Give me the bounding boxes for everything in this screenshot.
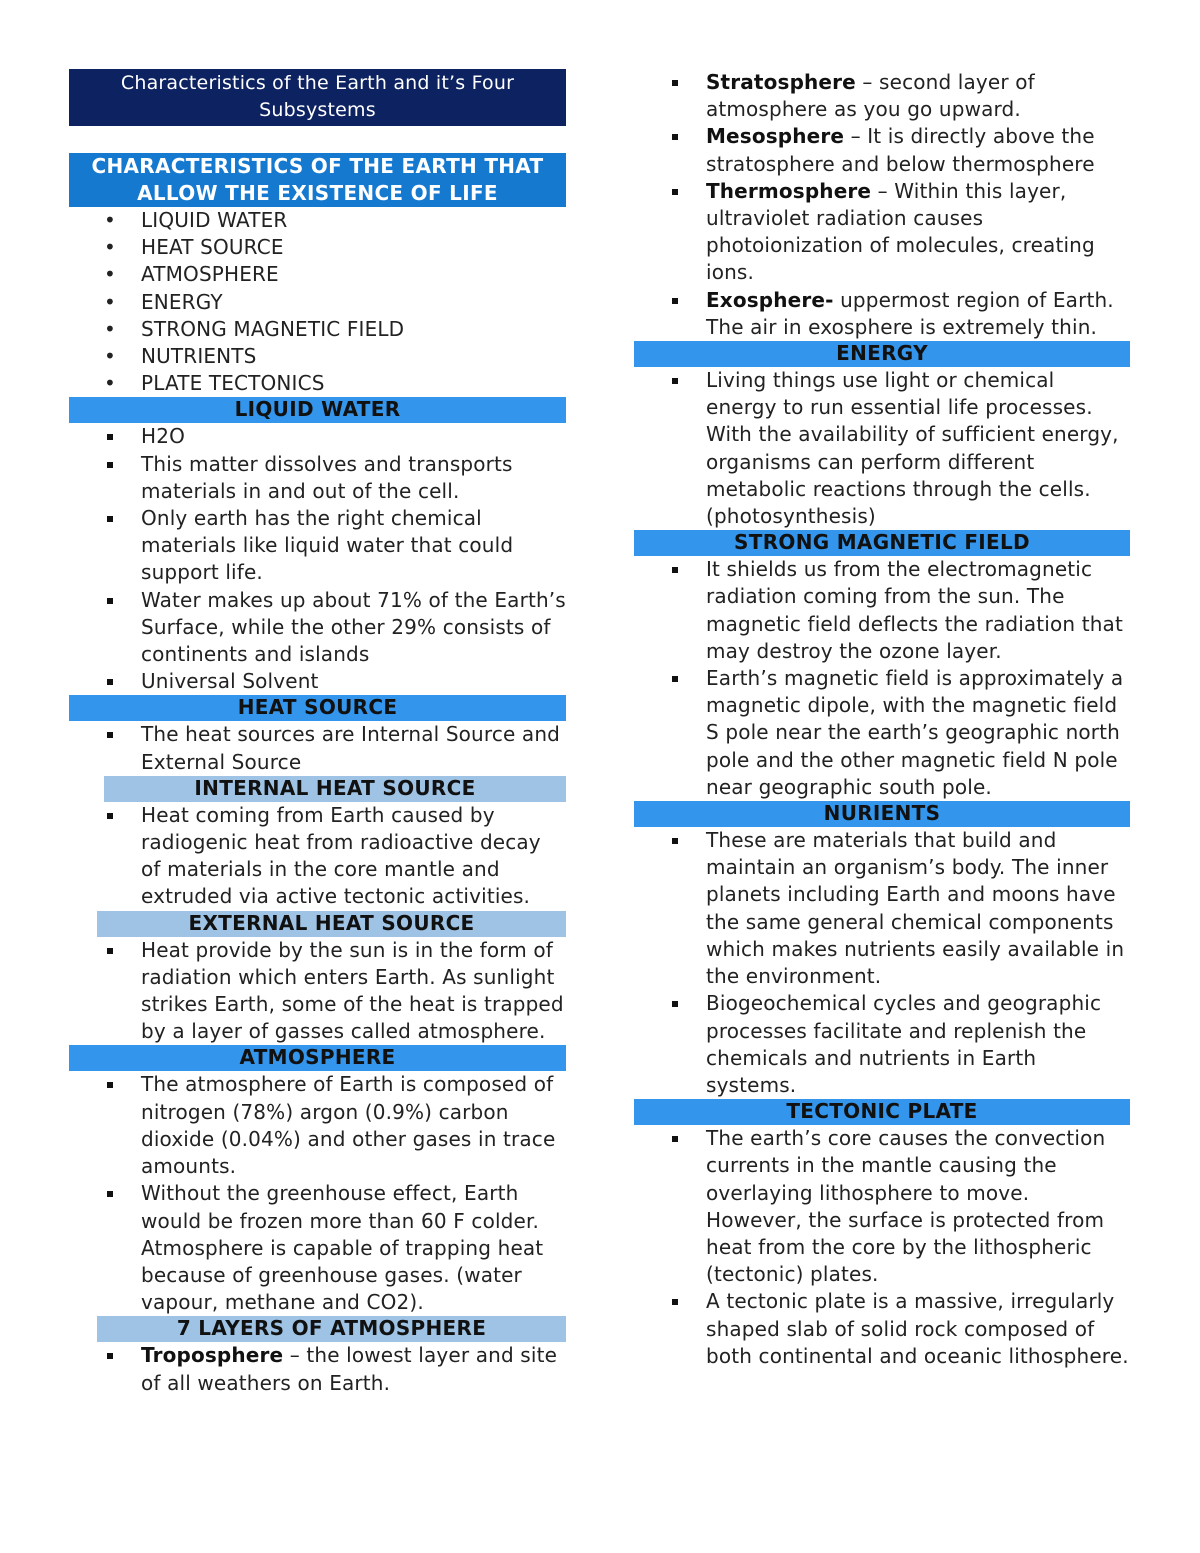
list-item: • NUTRIENTS bbox=[69, 343, 566, 370]
atmosphere-heading: ATMOSPHERE bbox=[69, 1045, 566, 1071]
spacer bbox=[69, 126, 566, 153]
characteristics-list bbox=[69, 207, 566, 397]
list-item: Universal Solvent bbox=[69, 668, 566, 695]
energy-list bbox=[634, 367, 1130, 530]
layer-text: uppermost region of Earth. The air in exosphere is extremely thin. bbox=[706, 287, 1114, 339]
list-item: Heat provide by the sun is in the form of radiation which enters Earth. As sunlight strikes Earth, some of the heat is trapped by a layer of gasses called atmosphere. bbox=[69, 937, 566, 1046]
list-item: Heat coming from Earth caused by radiogenic heat from radioactive decay of materials in the core mantle and extruded via active tectonic activities. bbox=[69, 802, 566, 911]
tectonic-list bbox=[634, 1125, 1130, 1370]
atmosphere-list bbox=[69, 1071, 566, 1316]
layer-term: Troposphere bbox=[141, 1343, 284, 1368]
liquid-water-heading: LIQUID WATER bbox=[69, 397, 566, 423]
left-column bbox=[69, 69, 566, 1397]
heat-source-list bbox=[69, 721, 566, 775]
list-item: Water makes up about 71% of the Earth’s Surface, while the other 29% consists of continents and islands bbox=[69, 587, 566, 669]
list-item: Without the greenhouse effect, Earth would be frozen more than 60 F colder. Atmosphere is capable of trapping heat because of greenhouse gases. (water vapour, methane and CO2). bbox=[69, 1180, 566, 1316]
list-item: Living things use light or chemical energy to run essential life processes. With the availability of sufficient energy, organisms can perform different metabolic reactions through the cells. (photosynthesis) bbox=[634, 367, 1130, 530]
list-item: These are materials that build and maintain an organism’s body. The inner planets including Earth and moons have the same general chemical components which makes nutrients easily available in the environment. bbox=[634, 827, 1130, 990]
list-item: • PLATE TECTONICS bbox=[69, 370, 566, 397]
list-item: H2O bbox=[69, 423, 566, 450]
list-item: • HEAT SOURCE bbox=[69, 234, 566, 261]
nutrients-list bbox=[634, 827, 1130, 1099]
main-heading: CHARACTERISTICS OF THE EARTH THAT ALLOW THE EXISTENCE OF LIFE bbox=[69, 153, 566, 207]
heat-source-heading: HEAT SOURCE bbox=[69, 695, 566, 721]
list-item: • ENERGY bbox=[69, 289, 566, 316]
list-item: • STRONG MAGNETIC FIELD bbox=[69, 316, 566, 343]
list-item: The heat sources are Internal Source and External Source bbox=[69, 721, 566, 775]
magnetic-list bbox=[634, 556, 1130, 801]
layer-text: – the lowest layer and site of all weathers on Earth. bbox=[141, 1343, 558, 1395]
list-item: Biogeochemical cycles and geographic processes facilitate and replenish the chemicals and nutrients in Earth systems. bbox=[634, 990, 1130, 1099]
layer-text: – second layer of atmosphere as you go upward. bbox=[706, 70, 1035, 122]
list-item: Earth’s magnetic field is approximately a magnetic dipole, with the magnetic field S pole near the earth’s geographic north pole and the other magnetic field N pole near geographic south pole. bbox=[634, 665, 1130, 801]
list-item: The atmosphere of Earth is composed of nitrogen (78%) argon (0.9%) carbon dioxide (0.04%) and other gases in trace amounts. bbox=[69, 1071, 566, 1180]
list-item: • LIQUID WATER bbox=[69, 207, 566, 234]
list-item: It shields us from the electromagnetic radiation coming from the sun. The magnetic field deflects the radiation that may destroy the ozone layer. bbox=[634, 556, 1130, 665]
internal-heat-heading: INTERNAL HEAT SOURCE bbox=[104, 776, 566, 802]
external-heat-list bbox=[69, 937, 566, 1046]
list-item bbox=[69, 1342, 566, 1396]
list-item: This matter dissolves and transports materials in and out of the cell. bbox=[69, 451, 566, 505]
external-heat-heading: EXTERNAL HEAT SOURCE bbox=[97, 911, 566, 937]
magnetic-heading: STRONG MAGNETIC FIELD bbox=[634, 530, 1130, 556]
list-item: A tectonic plate is a massive, irregularly shaped slab of solid rock composed of both continental and oceanic lithosphere. bbox=[634, 1288, 1130, 1370]
layer-term: Mesosphere bbox=[706, 124, 845, 149]
list-item: Only earth has the right chemical materials like liquid water that could support life. bbox=[69, 505, 566, 587]
layers-list-right bbox=[634, 69, 1130, 341]
list-item bbox=[634, 123, 1130, 177]
layers-heading: 7 LAYERS OF ATMOSPHERE bbox=[97, 1316, 566, 1342]
right-column bbox=[634, 69, 1130, 1370]
list-item bbox=[634, 178, 1130, 287]
layer-text: – It is directly above the stratosphere and below thermosphere bbox=[706, 124, 1095, 176]
energy-heading: ENERGY bbox=[634, 341, 1130, 367]
list-item: • ATMOSPHERE bbox=[69, 261, 566, 288]
layer-text: – Within this layer, ultraviolet radiation causes photoionization of molecules, creating ions. bbox=[706, 178, 1095, 285]
document-title: Characteristics of the Earth and it’s Four Subsystems bbox=[69, 69, 566, 126]
internal-heat-list bbox=[69, 802, 566, 911]
layer-term: Exosphere- bbox=[706, 287, 834, 312]
list-item: The earth’s core causes the convection currents in the mantle causing the overlaying lithosphere to move. However, the surface is protected from heat from the core by the lithospheric (tectonic) plates. bbox=[634, 1125, 1130, 1288]
layer-term: Thermosphere bbox=[706, 178, 872, 203]
layer-term: Stratosphere bbox=[706, 70, 856, 94]
liquid-water-list bbox=[69, 423, 566, 695]
list-item bbox=[634, 287, 1130, 341]
tectonic-heading: TECTONIC PLATE bbox=[634, 1099, 1130, 1125]
nutrients-heading: NURIENTS bbox=[634, 801, 1130, 827]
list-item bbox=[634, 69, 1130, 123]
layers-list-left bbox=[69, 1342, 566, 1396]
